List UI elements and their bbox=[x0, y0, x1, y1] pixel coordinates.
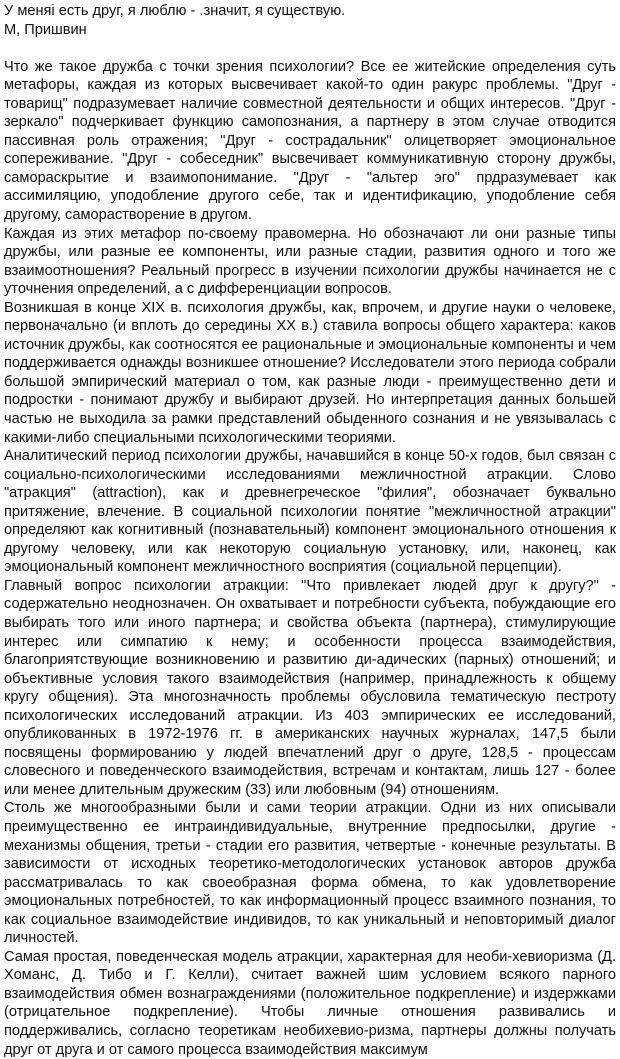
paragraph-main-question: Главный вопрос психологии атракции: "Что привлекает людей друг к другу?" - содержательно неоднозначен. Он охватывает и потребности субъекта, побуждающие его выбирать того или иного партнера; и свойства объекта (партнера), стимулирующие интерес или симпатию к нему; и особенности процесса взаимодействия, благоприятствующие возникновению и развитию ди-адических (парных) отношений; и объективные условия такого взаимодействия (например, принадлежность к общему кругу общения). Эта многозначность проблемы обусловила тематическую пестроту психологических исследований атракции. Из 403 эмпирических ее исследований, опубликованных в 1972-1976 гг. в американских научных журналах, 147,5 были посвящены формированию у людей впечатлений друг о друге, 128,5 - процессам словесного и поведенческого взаимодействия, встречам и контактам, лишь 127 - более или менее длительным дружеским (33) или любовным (94) отношениям. bbox=[4, 577, 616, 798]
paragraph-theories: Столь же многообразными были и сами теории атракции. Одни из них описывали преимущественно ее интраиндивидуальные, внутренние предпосылки, другие - механизмы общения, третьи - стадии его развития, четвертые - конечные результаты. В зависимости от исходных теоретико-методологических установок авторов дружба рассматривалась то как своеобразная форма обмена, то как удовлетворение эмоциональных потребностей, то как информационный процесс взаимного познания, то как социальное взаимодействие индивидов, то как уникальный и неповторимый диалог личностей. bbox=[4, 800, 616, 947]
paragraph-definitions: Что же такое дружба с точки зрения психологии? Все ее житейские определения суть метафоры, каждая из которых высвечивает какой-то один ракурс проблемы. "Друг - товарищ" подразумевает наличие совместной деятельности и общих интересов. "Друг - зеркало" подчеркивает функцию самопознания, а партнеру в этом случае отводится пассивная роль отражения; "Друг - сострадальник" олицетворяет эмоциональное сопереживание. "Друг - собеседник" высвечивает коммуникативную сторону дружбы, самораскрытие и взаимопонимание. "Друг - "альтер эго" прдразумевает как ассимиляцию, уподобление другого себе, так и идентификацию, уподобление себя другому, саморастворение в другом. bbox=[4, 58, 616, 223]
epigraph-quote: У меняi есть друг, я люблю - .значит, я существую. bbox=[4, 3, 346, 19]
paragraph-metaphors: Каждая из этих метафор по-своему правомерна. Но обозначают ли они разные типы дружбы, или разные ее компоненты, или разные стадии, развития одного и того же взаимоотношения? Реальный прогресс в изучении психологии дружбы начинается не с уточнения определений, а с дифференциации вопросов. bbox=[4, 225, 616, 298]
spacer bbox=[4, 39, 616, 58]
paragraph-behavioral-model: Самая простая, поведенческая модель атракции, характерная для необи-хевиоризма (Д. Хоманс, Д. Тибо и Г. Келли), считает важней шим условием всякого парного взаимодействия обмен вознаграждениями (положительное подкрепление) и издержками (отрицательное подкрепление). Чтобы личные отношения развивались и поддерживались, согласно теоретикам необихевио-ризма, партнеры должны получать друг от друга и от самого процесса взаимодействия максимум bbox=[4, 948, 616, 1058]
paragraph-history: Возникшая в конце XIX в. психология дружбы, как, впрочем, и другие науки о человеке, первоначально (и вплоть до середины XX в.) ставила вопросы общего характера: каков источник дружбы, как соотносятся ее рациональные и эмоциональные компоненты и чем поддерживается однажды возникшее отношение? Исследователи этого периода собрали большой эмпирический материал о том, как разные люди - преимущественно дети и подростки - понимают дружбу и выбирают друзей. Но интерпретация данных большей частью не выходила за рамки представлений обыденного сознания и не увязывалась с какими-либо специальными психологическими теориями. bbox=[4, 299, 616, 446]
epigraph-author: М, Пришвин bbox=[4, 21, 87, 38]
paragraph-analytic-period: Аналитический период психологии дружбы, начавшийся в конце 50-х годов, был связан с социально-психологическими исследованиями межличностной атракции. Слово "атракция" (attraction), как и древнегреческое "филия", обозначает буквально притяжение, влечение. В социальной психологии понятие "межличностной атракции" определяют как когнитивный (познавательный) компонент эмоционального отношения к другому человеку, или как некоторую социальную установку, или, наконец, как эмоциональный компонент межличностного восприятия (социальной перцепции). bbox=[4, 448, 616, 576]
